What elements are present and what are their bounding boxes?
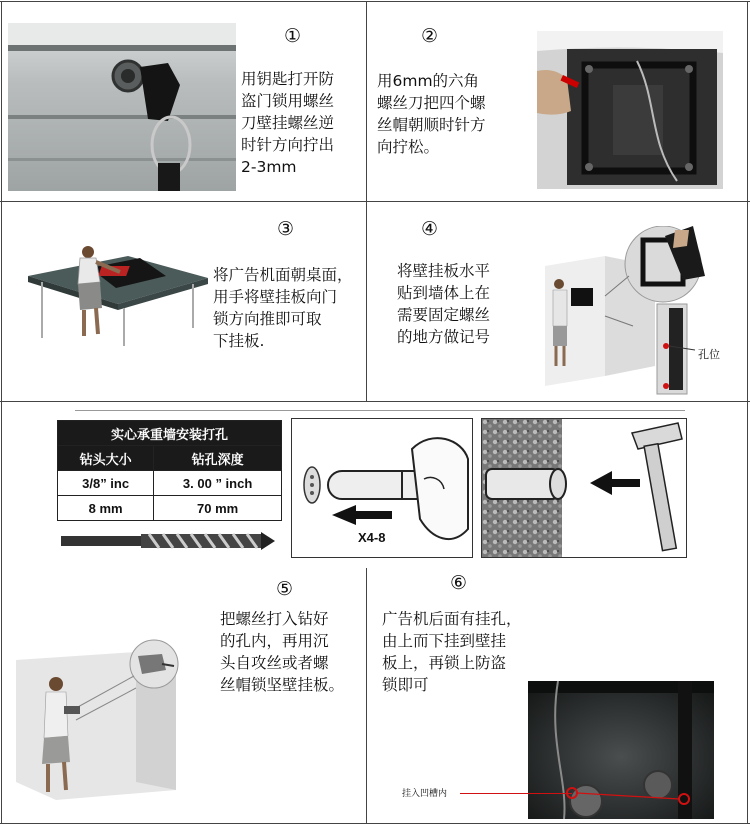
drill-header-size: 钻头大小 xyxy=(58,446,154,471)
step4-illustration xyxy=(545,226,720,396)
step5-number: ⑤ xyxy=(276,578,294,600)
border-left xyxy=(1,1,2,824)
divider-row1 xyxy=(0,201,750,202)
slot-pointer-line xyxy=(460,793,572,794)
step5-illustration xyxy=(16,632,201,802)
step3-text: 将广告机面朝桌面， 用手将壁挂板向门 锁方向推即可取 下挂板. xyxy=(213,266,353,350)
divider-row2 xyxy=(0,401,750,402)
step2-photo xyxy=(537,31,723,189)
step6-text: 广告机后面有挂孔， 由上而下挂到壁挂 板上，再锁上防盗 锁即可 xyxy=(382,610,522,694)
border-bottom xyxy=(0,823,750,824)
step5-text: 把螺丝打入钻好 的孔内，再用沉 头自攻丝或者螺 丝帽锁坚壁挂板。 xyxy=(220,610,345,694)
step6-photo xyxy=(528,681,714,819)
hole-position-label: 孔位 xyxy=(698,348,720,361)
drill-cell: 3/8” inc xyxy=(58,471,154,496)
border-right xyxy=(747,1,748,824)
drill-bit-illustration xyxy=(59,527,281,555)
border-top xyxy=(0,1,750,2)
divider-col-bottom xyxy=(366,568,367,824)
step6-number: ⑥ xyxy=(450,572,468,594)
step3-illustration xyxy=(28,238,208,348)
drill-section-rule xyxy=(75,410,685,411)
step1-photo xyxy=(8,23,236,191)
drill-cell: 70 mm xyxy=(154,496,282,521)
step1-number: ① xyxy=(284,25,302,47)
step2-number: ② xyxy=(421,25,439,47)
step3-number: ③ xyxy=(277,218,295,240)
repeat-count-label: X4-8 xyxy=(358,530,386,545)
divider-col-top xyxy=(366,1,367,401)
step4-text: 将壁挂板水平 贴到墙体上在 需要固定螺丝 的地方做记号 xyxy=(397,262,491,346)
step2-text: 用6mm的六角 螺丝刀把四个螺 丝帽朝顺时针方 向拧松。 xyxy=(377,72,486,156)
drill-header-depth: 钻孔深度 xyxy=(154,446,282,471)
hammer-wall-illustration xyxy=(481,418,687,558)
drill-cell: 8 mm xyxy=(58,496,154,521)
drill-spec-table xyxy=(57,420,282,521)
step1-text: 用钥匙打开防 盗门锁用螺丝 刀壁挂螺丝逆 时针方向拧出 2-3mm xyxy=(241,70,335,176)
step4-number: ④ xyxy=(421,218,439,240)
hang-in-slot-label: 挂入凹槽内 xyxy=(402,789,448,799)
drill-table-title: 实心承重墙安装打孔 xyxy=(58,421,282,446)
drill-cell: 3. 00 ” inch xyxy=(154,471,282,496)
